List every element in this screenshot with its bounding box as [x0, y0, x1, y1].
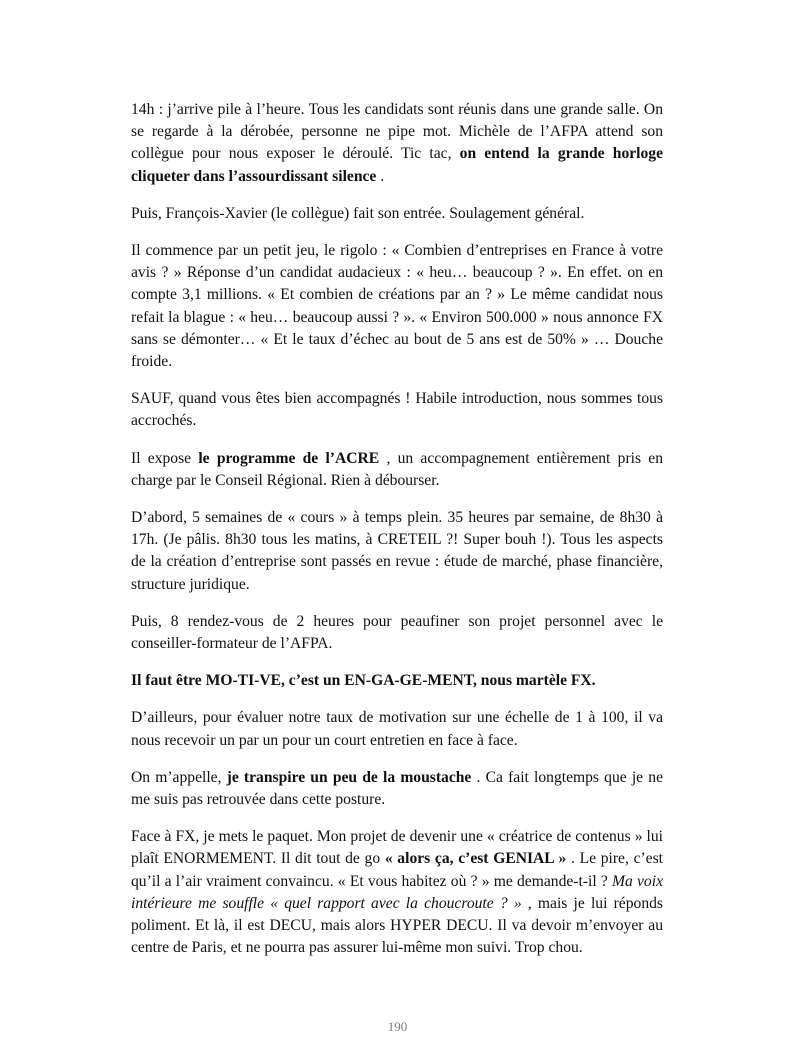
paragraph [131, 388, 663, 432]
text-run: . [376, 167, 385, 185]
text-run: Puis, 8 rendez-vous de 2 heures pour peaufiner son projet personnel avec le conseiller-formateur de l’AFPA. [131, 612, 663, 653]
paragraph [131, 99, 663, 188]
paragraph [131, 240, 663, 373]
paragraph [131, 767, 663, 811]
paragraph [131, 448, 663, 492]
text-run: . Le pire, c’est qu’il a l’air vraiment convaincu. « Et vous habitez où ? » me demande-t-il ? [131, 850, 664, 890]
text-run: D’ailleurs, pour évaluer notre taux de motivation sur une échelle de 1 à 100, il va nous recevoir un par un pour un court entretien en face à face. [131, 709, 663, 749]
italic-text: Ma voix intérieure me souffle « quel rapport avec la choucroute ? » [131, 872, 663, 912]
text-run: SAUF, quand vous êtes bien accompagnés ! Habile introduction, nous sommes tous accrochés. [131, 390, 663, 430]
text-run: Face à FX, je mets le paquet. Mon projet de devenir une « créatrice de contenus » lui plaît ENORMEMENT. Il dit tout de go [131, 828, 663, 868]
bold-text: Il faut être MO-TI-VE, c’est un EN-GA-GE-MENT, nous martèle FX. [131, 672, 596, 690]
bold-text: le programme de l’ACRE [198, 449, 380, 467]
paragraph [131, 670, 663, 692]
text-run: . Ca fait longtemps que je ne me suis pas retrouvée dans cette posture. [131, 768, 663, 809]
paragraph [131, 611, 663, 655]
text-run: , un accompagnement entièrement pris en charge par le Conseil Régional. Rien à débourser. [131, 449, 664, 489]
text-run: On m’appelle, [131, 768, 227, 786]
bold-text: je transpire un peu de la moustache [226, 768, 472, 786]
text-run: 14h : j’arrive pile à l’heure. Tous les candidats sont réunis dans une grande salle. On se regarde à la dérobée, personne ne pipe mot. Michèle de l’AFPA attend son collègue pour nous exposer le déroulé. Tic tac, [131, 101, 663, 163]
text-run: , mais je lui réponds poliment. Et là, il est DECU, mais alors HYPER DECU. Il va devoir m’envoyer au centre de Paris, et ne pourra pas assurer lui-même mon suivi. Trop chou. [131, 894, 663, 957]
text-run: Il expose [131, 449, 199, 467]
paragraph [131, 507, 663, 596]
page-body [131, 99, 663, 975]
page-number: 190 [387, 1019, 408, 1034]
paragraph [131, 707, 663, 751]
paragraph [131, 203, 663, 225]
paragraph [131, 826, 663, 959]
text-run: Il commence par un petit jeu, le rigolo : « Combien d’entreprises en France à votre avis ? » Réponse d’un candidat audacieux : « heu… beaucoup ? ». En effet. on en compte 3,1 millions. « Et combien de créations par an ? » Le même candidat nous refait la blague : « heu… beaucoup aussi ? ». « Environ 500.000 » nous annonce FX sans se démonter… « Et le taux d’échec au bout de 5 ans est de 50% » … Douche froide. [131, 242, 663, 371]
text-run: Puis, François-Xavier (le collègue) fait son entrée. Soulagement général. [131, 204, 585, 222]
bold-text: on entend la grande horloge cliqueter dans l’assourdissant silence [131, 145, 664, 185]
text-run: D’abord, 5 semaines de « cours » à temps plein. 35 heures par semaine, de 8h30 à 17h. (Je pâlis. 8h30 tous les matins, à CRETEIL ?! Super bouh !). Tous les aspects de la création d’entreprise sont passés en revue : étude de marché, phase financière, structure juridique. [131, 509, 663, 593]
bold-text: « alors ça, c’est GENIAL » [384, 850, 567, 868]
